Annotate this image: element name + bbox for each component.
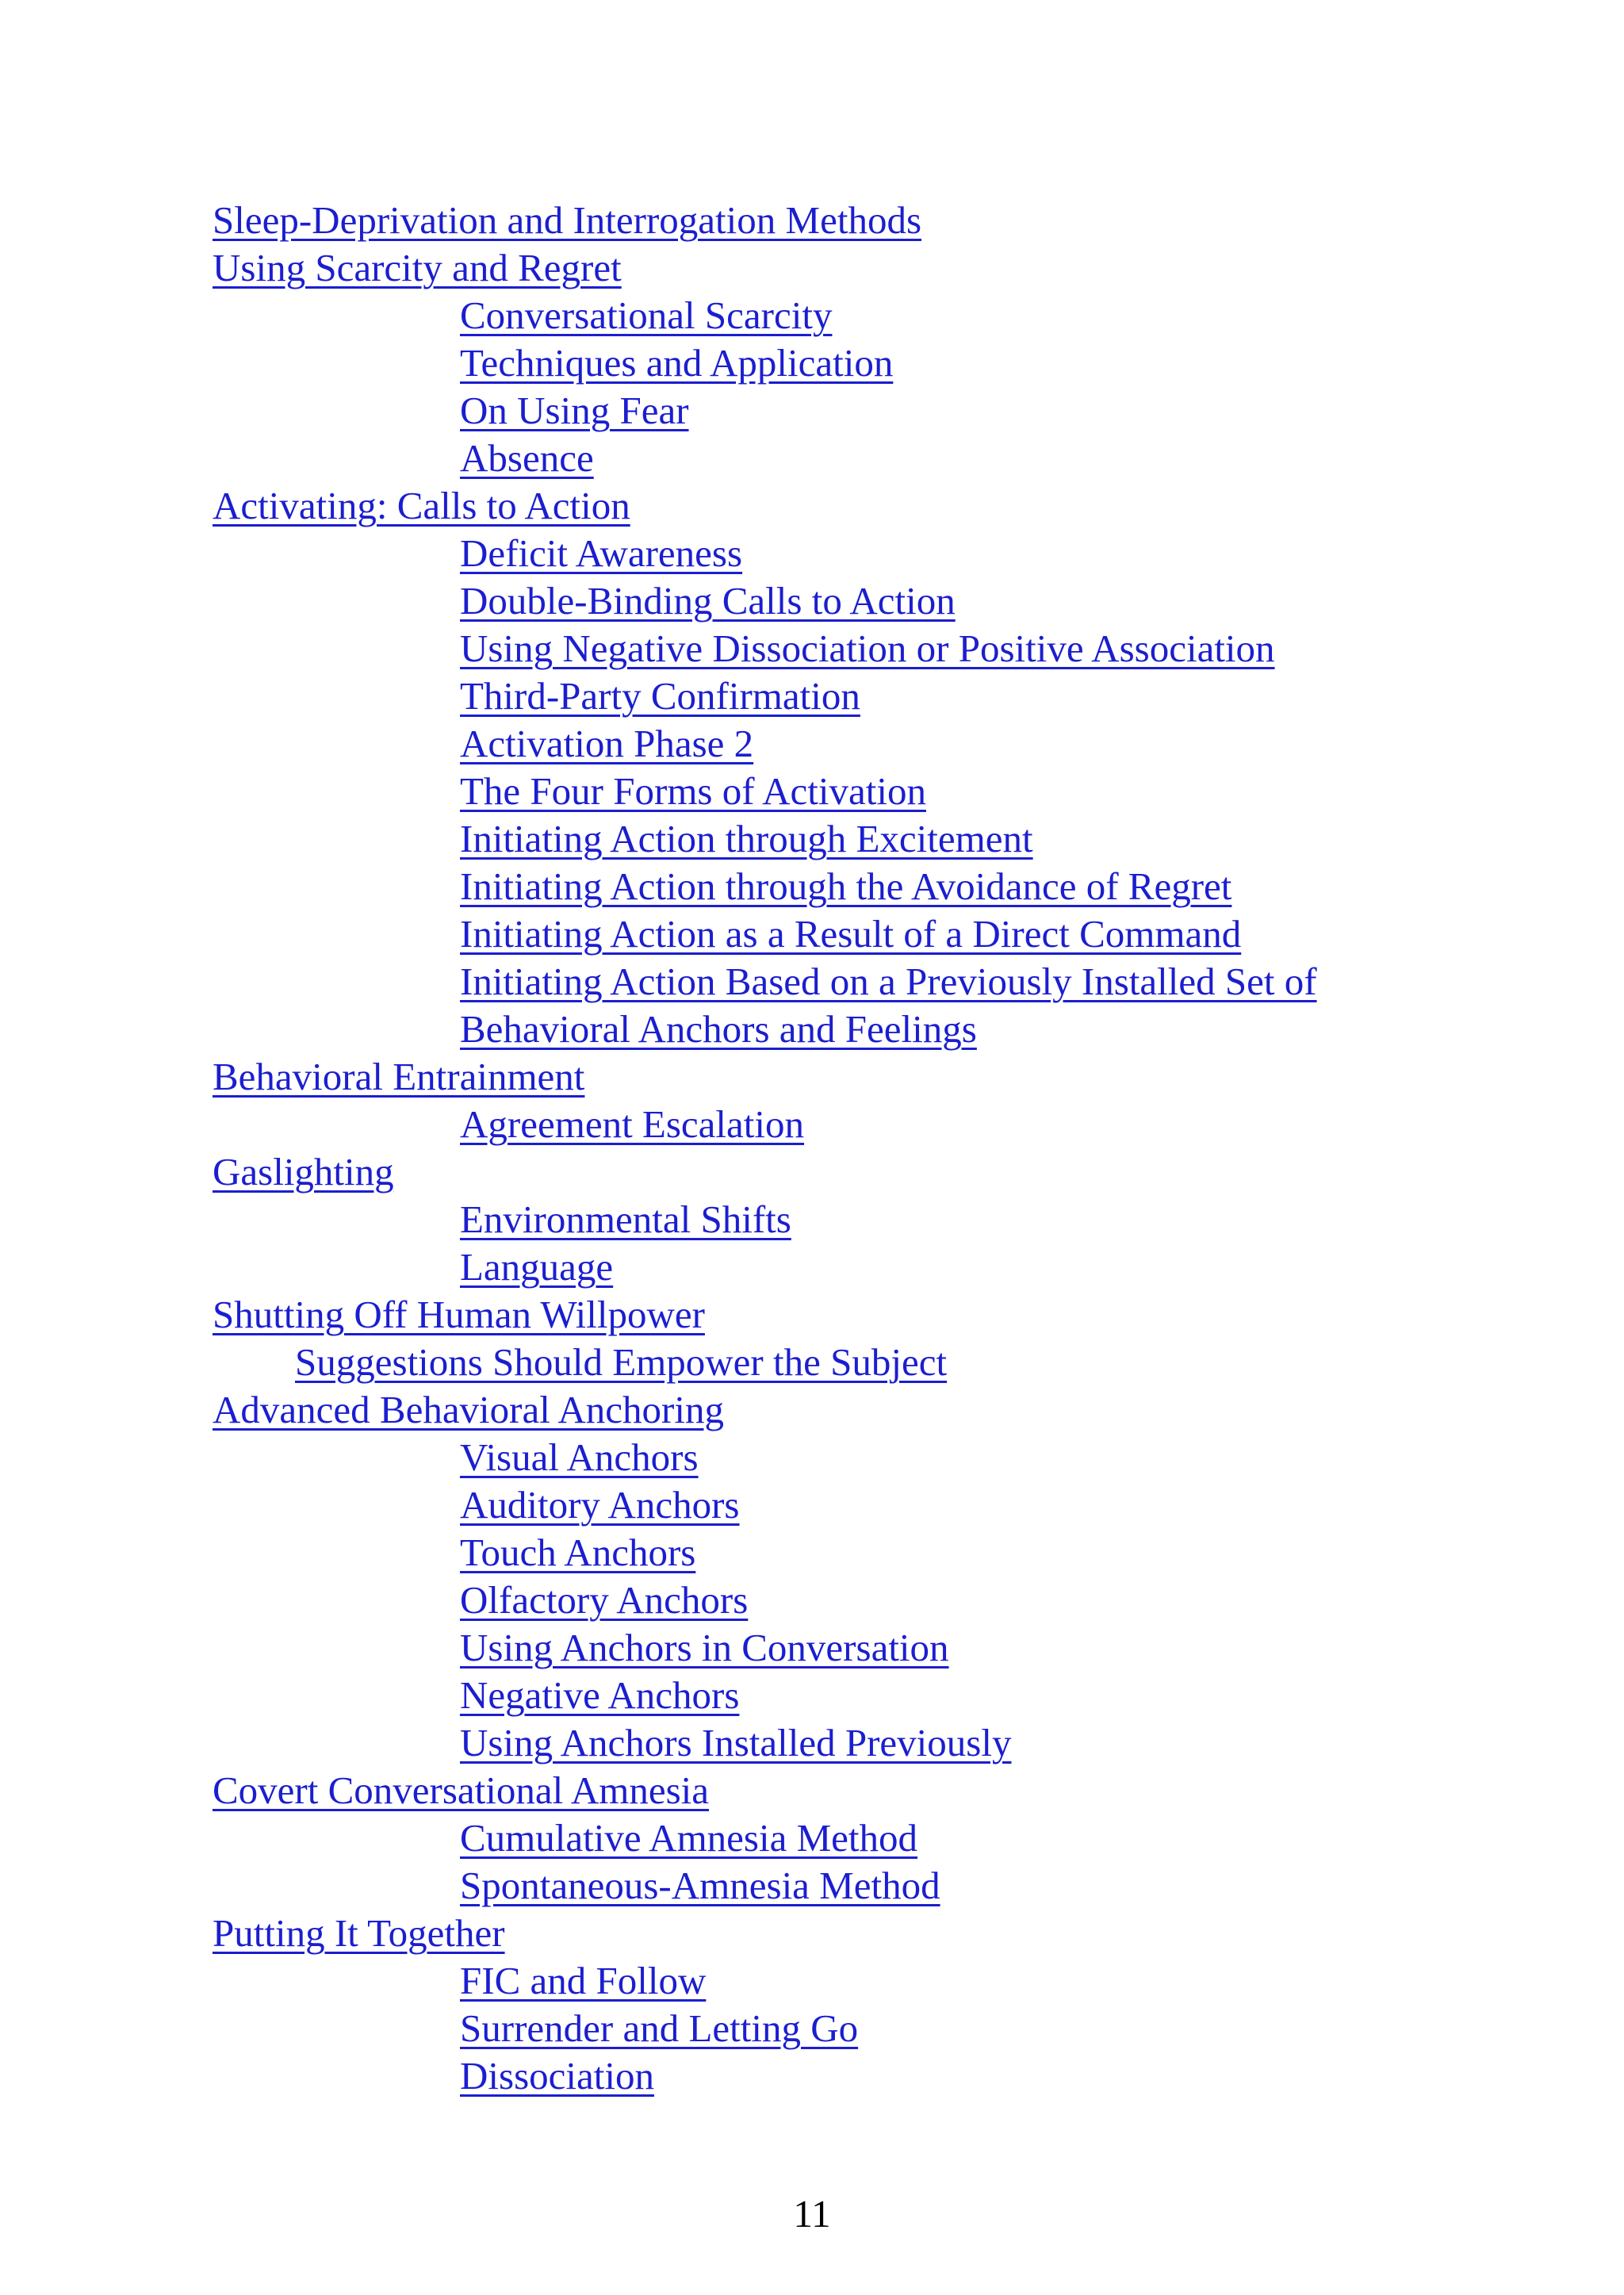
toc-entry: [213, 720, 1561, 768]
toc-entry: [213, 672, 1561, 720]
toc-entry: [213, 625, 1561, 672]
toc-entry: [213, 1767, 1561, 1814]
toc-link[interactable]: Techniques and Application: [460, 341, 894, 385]
toc-link[interactable]: Advanced Behavioral Anchoring: [213, 1388, 724, 1431]
toc-link[interactable]: Deficit Awareness: [460, 531, 743, 575]
toc-entry: [213, 1196, 1561, 1243]
toc-entry: [213, 1862, 1561, 1910]
toc-entry: [213, 292, 1561, 339]
page-number: 11: [793, 2192, 831, 2236]
toc-link[interactable]: Using Anchors Installed Previously: [460, 1721, 1012, 1764]
toc-link[interactable]: Cumulative Amnesia Method: [460, 1816, 918, 1860]
toc-entry: [213, 387, 1561, 435]
toc-link[interactable]: Olfactory Anchors: [460, 1578, 749, 1622]
toc-entry: [213, 435, 1561, 482]
toc-link[interactable]: Shutting Off Human Willpower: [213, 1293, 705, 1336]
toc-entry: [213, 197, 1561, 244]
toc-entry: [213, 482, 1561, 530]
toc-link[interactable]: Agreement Escalation: [460, 1102, 805, 1146]
toc-entry: [213, 815, 1561, 863]
toc-entry: [213, 2005, 1561, 2052]
toc-link[interactable]: Spontaneous-Amnesia Method: [460, 1864, 940, 1907]
table-of-contents: [213, 197, 1561, 2100]
toc-entry: [213, 1719, 1561, 1767]
toc-entry: [213, 1148, 1561, 1196]
toc-link[interactable]: Activation Phase 2: [460, 722, 754, 765]
toc-link[interactable]: Using Negative Dissociation or Positive Association: [460, 626, 1275, 670]
toc-entry: [213, 1957, 1561, 2005]
toc-entry: [213, 1053, 1561, 1101]
toc-link[interactable]: The Four Forms of Activation: [460, 769, 926, 813]
toc-link[interactable]: Visual Anchors: [460, 1435, 699, 1479]
toc-link[interactable]: Gaslighting: [213, 1150, 394, 1193]
toc-link[interactable]: Double-Binding Calls to Action: [460, 579, 956, 623]
toc-link[interactable]: Activating: Calls to Action: [213, 484, 630, 527]
toc-entry: [213, 577, 1561, 625]
toc-link[interactable]: FIC and Follow: [460, 1959, 707, 2002]
toc-link[interactable]: Touch Anchors: [460, 1531, 696, 1574]
toc-entry: [213, 1006, 1561, 1053]
toc-link[interactable]: Negative Anchors: [460, 1673, 740, 1717]
toc-link[interactable]: Behavioral Entrainment: [213, 1055, 585, 1098]
toc-link[interactable]: Initiating Action Based on a Previously Installed Set of: [460, 960, 1317, 1003]
toc-link[interactable]: Suggestions Should Empower the Subject: [295, 1340, 948, 1384]
toc-link[interactable]: Initiating Action as a Result of a Direct Command: [460, 912, 1242, 956]
toc-entry: [213, 1814, 1561, 1862]
toc-entry: [213, 863, 1561, 910]
toc-entry: [213, 244, 1561, 292]
toc-link[interactable]: Initiating Action through Excitement: [460, 817, 1033, 860]
toc-link[interactable]: Dissociation: [460, 2054, 654, 2098]
toc-entry: [213, 1386, 1561, 1434]
toc-entry: [213, 958, 1561, 1006]
toc-link[interactable]: Initiating Action through the Avoidance of Regret: [460, 864, 1232, 908]
toc-entry: [213, 1672, 1561, 1719]
toc-entry: [213, 1243, 1561, 1291]
toc-link[interactable]: Putting It Together: [213, 1911, 505, 1955]
toc-entry: [213, 1529, 1561, 1577]
toc-link[interactable]: Surrender and Letting Go: [460, 2006, 859, 2050]
toc-entry: [213, 2052, 1561, 2100]
toc-link[interactable]: Conversational Scarcity: [460, 293, 833, 337]
toc-entry: [213, 1481, 1561, 1529]
toc-entry: [213, 1624, 1561, 1672]
toc-entry: [213, 1910, 1561, 1957]
toc-entry: [213, 1577, 1561, 1624]
toc-entry: [213, 910, 1561, 958]
toc-link[interactable]: Environmental Shifts: [460, 1197, 791, 1241]
toc-entry: [213, 1339, 1561, 1386]
toc-entry: [213, 1291, 1561, 1339]
toc-entry: [213, 768, 1561, 815]
toc-link[interactable]: Third-Party Confirmation: [460, 674, 860, 718]
toc-link[interactable]: Covert Conversational Amnesia: [213, 1768, 709, 1812]
toc-link[interactable]: Language: [460, 1245, 614, 1289]
toc-link[interactable]: Auditory Anchors: [460, 1483, 740, 1527]
toc-link[interactable]: On Using Fear: [460, 389, 689, 432]
toc-link[interactable]: Using Scarcity and Regret: [213, 246, 622, 289]
toc-link[interactable]: Behavioral Anchors and Feelings: [460, 1007, 977, 1051]
toc-entry: [213, 339, 1561, 387]
toc-link[interactable]: Sleep-Deprivation and Interrogation Methods: [213, 198, 922, 242]
toc-link[interactable]: Using Anchors in Conversation: [460, 1626, 949, 1669]
toc-entry: [213, 530, 1561, 577]
toc-entry: [213, 1101, 1561, 1148]
toc-entry: [213, 1434, 1561, 1481]
toc-link[interactable]: Absence: [460, 436, 594, 480]
